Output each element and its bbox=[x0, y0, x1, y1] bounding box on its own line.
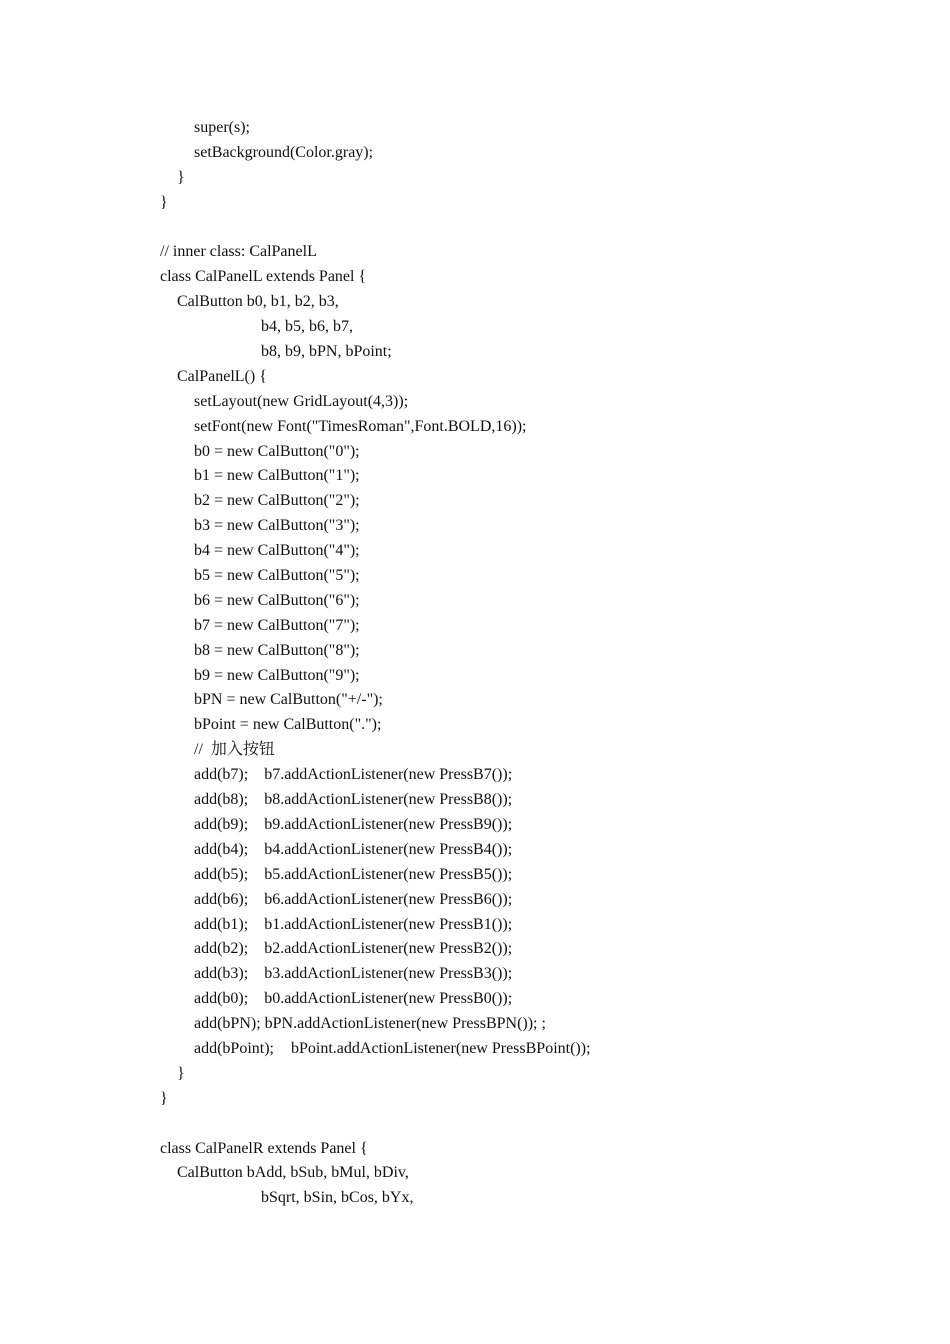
code-line: } bbox=[177, 1064, 185, 1082]
add-call: add(b4); bbox=[194, 840, 249, 858]
add-call: add(b3); bbox=[194, 965, 249, 983]
code-comment: // inner class: CalPanelL bbox=[160, 243, 317, 261]
code-line: b8 = new CalButton("8"); bbox=[194, 641, 360, 659]
listener-call: b5.addActionListener(new PressB5()); bbox=[264, 865, 513, 883]
add-call: add(b9); bbox=[194, 815, 249, 833]
code-listing bbox=[160, 116, 591, 1211]
listener-call: b4.addActionListener(new PressB4()); bbox=[264, 840, 513, 858]
blank-line bbox=[160, 216, 591, 241]
code-line: } bbox=[160, 193, 168, 211]
code-line: b4, b5, b6, b7, bbox=[261, 318, 353, 336]
code-line bbox=[160, 763, 591, 788]
code-line: setLayout(new GridLayout(4,3)); bbox=[194, 392, 409, 410]
code-line: b5 = new CalButton("5"); bbox=[194, 567, 360, 585]
code-line: b0 = new CalButton("0"); bbox=[194, 442, 360, 460]
listener-call: b3.addActionListener(new PressB3()); bbox=[264, 965, 513, 983]
listener-call: bPoint.addActionListener(new PressBPoint()); bbox=[291, 1039, 591, 1057]
listener-call: b1.addActionListener(new PressB1()); bbox=[264, 915, 513, 933]
code-line: bPoint = new CalButton("."); bbox=[194, 716, 382, 734]
add-call: add(b8); bbox=[194, 791, 249, 809]
code-line: b7 = new CalButton("7"); bbox=[194, 616, 360, 634]
listener-call: b2.addActionListener(new PressB2()); bbox=[264, 940, 513, 958]
add-call: add(b0); bbox=[194, 990, 249, 1008]
code-comment: // 加入按钮 bbox=[194, 741, 275, 759]
code-line: b8, b9, bPN, bPoint; bbox=[261, 343, 392, 361]
code-line: CalButton bAdd, bSub, bMul, bDiv, bbox=[177, 1164, 409, 1182]
code-line: b1 = new CalButton("1"); bbox=[194, 467, 360, 485]
code-line bbox=[160, 937, 591, 962]
add-call: add(b1); bbox=[194, 915, 249, 933]
code-line: CalButton b0, b1, b2, b3, bbox=[177, 293, 339, 311]
add-call: add(b6); bbox=[194, 890, 249, 908]
code-line: class CalPanelL extends Panel { bbox=[160, 268, 367, 286]
code-line: bSqrt, bSin, bCos, bYx, bbox=[261, 1189, 414, 1207]
code-line bbox=[160, 1037, 591, 1062]
add-call: add(b2); bbox=[194, 940, 249, 958]
code-line: setBackground(Color.gray); bbox=[194, 143, 374, 161]
code-line bbox=[160, 863, 591, 888]
code-line: b4 = new CalButton("4"); bbox=[194, 542, 360, 560]
listener-call: b0.addActionListener(new PressB0()); bbox=[264, 990, 513, 1008]
code-line: setFont(new Font("TimesRoman",Font.BOLD,16)); bbox=[194, 417, 527, 435]
listener-call: b7.addActionListener(new PressB7()); bbox=[264, 766, 513, 784]
add-call: add(bPoint); bbox=[194, 1039, 274, 1057]
code-line bbox=[160, 838, 591, 863]
code-line: b3 = new CalButton("3"); bbox=[194, 517, 360, 535]
code-line: b6 = new CalButton("6"); bbox=[194, 591, 360, 609]
listener-call: b8.addActionListener(new PressB8()); bbox=[264, 791, 513, 809]
code-line: } bbox=[160, 1089, 168, 1107]
code-line: b2 = new CalButton("2"); bbox=[194, 492, 360, 510]
code-line: class CalPanelR extends Panel { bbox=[160, 1139, 368, 1157]
code-line bbox=[160, 987, 591, 1012]
code-line: bPN = new CalButton("+/-"); bbox=[194, 691, 383, 709]
listener-call: b6.addActionListener(new PressB6()); bbox=[264, 890, 513, 908]
code-line bbox=[160, 813, 591, 838]
code-line: super(s); bbox=[194, 119, 250, 136]
add-call: add(b7); bbox=[194, 766, 249, 784]
listener-call: b9.addActionListener(new PressB9()); bbox=[264, 815, 513, 833]
code-line: CalPanelL() { bbox=[177, 367, 267, 385]
code-line: } bbox=[177, 168, 185, 186]
add-call: add(b5); bbox=[194, 865, 249, 883]
code-line: add(bPN); bPN.addActionListener(new PressBPN()); ; bbox=[194, 1015, 546, 1033]
blank-line bbox=[160, 1112, 591, 1137]
code-line bbox=[160, 888, 591, 913]
code-line bbox=[160, 962, 591, 987]
code-line bbox=[160, 913, 591, 938]
code-line: b9 = new CalButton("9"); bbox=[194, 666, 360, 684]
code-line bbox=[160, 788, 591, 813]
